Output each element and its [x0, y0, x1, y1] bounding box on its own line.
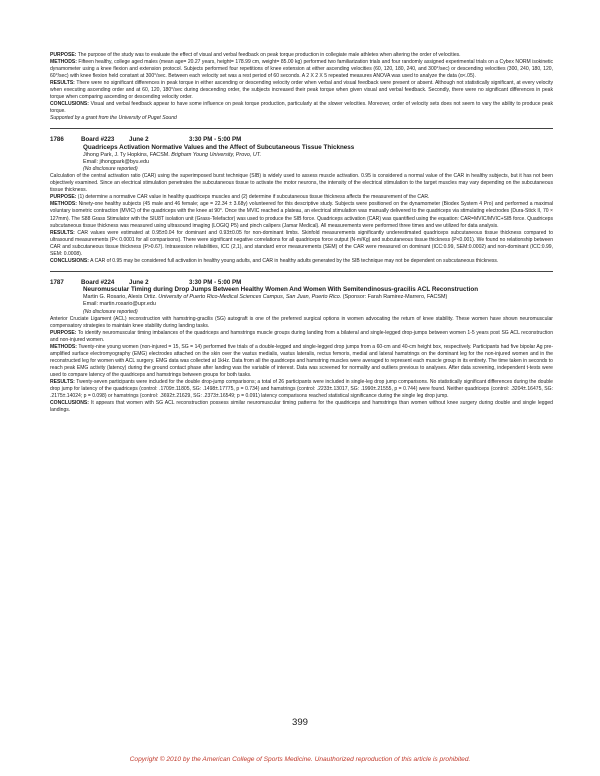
abstract-title: Neuromuscular Timing during Drop Jumps Between Healthy Women And Women With Semitendinosus-gracilis ACL Reconstruction — [83, 286, 479, 294]
purpose-paragraph — [50, 194, 553, 201]
abstract-1787 — [50, 279, 553, 414]
affiliation: Brigham Young University, Provo, UT. — [171, 151, 262, 158]
methods-label: METHODS: — [50, 201, 77, 208]
methods-paragraph — [50, 59, 553, 80]
methods-text: Fifteen healthy, college aged males (mean age= 20.27 years, height= 178.99 cm, weight= 85.00 kg) performed two familiarization trials and four randomly assigned experimental trials on a Cybex NORM isokinetic dynamometer using a knee flexion and extension protocol. Subjects performed four repetitions of knee extension at either ascending velocities (60, 120, 180, 240, and 300°/sec) or descending velocities (300, 240, 180, 120, 60°/sec) with knee flexion held constant at 300°/sec. Between each velocity set was a rest period of 60 seconds. A 2 X 2 X 5 repeated measures ANOVA was used to analyze the data (α<.05). — [50, 59, 553, 80]
results-text: CAR values were estimated at 0.95±0.04 for dominant and 0.93±0.05 for non-dominant limbs. Skinfold measurements significantly underestimated quadriceps subcutaneous tissue thickness compared to ultrasound measurements (P< 0.0001 for all comparisons). There were significant negative correlations for all quadriceps force output (N·m/Kg) and subcutaneous tissue thickness (P<0.001). We found no relationship between CAR and subcutaneous tissue thickness (P>0.67). Intrasession reliabilities, ICC (2,1), and standard error measurements (SEM) of the CAR were measured on dominant (ICC:0.99, SEM:0.0002) and non-dominant (ICC:0.99, SEM: 0.0008). — [50, 229, 554, 257]
methods-label: METHODS: — [50, 59, 77, 66]
conclusions-text: It appears that women with SG ACL reconstruction possess similar neuromuscular timing patterns for the quadriceps and hamstrings than women without knee surgery during double and single legged landings. — [50, 400, 553, 414]
results-label: RESULTS: — [50, 80, 75, 87]
purpose-label: PURPOSE: — [50, 329, 77, 336]
conclusions-paragraph — [50, 101, 553, 115]
conclusions-paragraph — [50, 258, 553, 265]
conclusions-text: Visual and verbal feedback appear to have some influence on peak torque production, particularly at the slower velocities. Moreover, order of velocity sets does not seem to vary the ability to produce peak torque. — [50, 101, 554, 115]
disclosure: (No disclosure reported) — [83, 166, 138, 173]
affiliation: University of Puerto Rico-Medical Sciences Campus, San Juan, Puerto Rico. — [158, 294, 342, 301]
session-date: June 2 — [129, 136, 149, 144]
purpose-label: PURPOSE: — [50, 52, 77, 58]
methods-label: METHODS: — [50, 343, 77, 350]
conclusions-label: CONCLUSIONS: — [50, 400, 89, 407]
divider — [50, 271, 553, 272]
results-label: RESULTS: — [50, 379, 75, 386]
conclusions-label: CONCLUSIONS: — [50, 257, 89, 264]
abstract-page — [50, 52, 553, 414]
copyright-notice: Copyright © 2010 by the American College of Sports Medicine. Unauthorized reproduction of this article is prohibited. — [129, 756, 471, 763]
abstract-number: 1786 — [50, 136, 64, 144]
results-text: There were no significant differences in peak torque in either ascending or descending velocity order when verbal and visual feedback were present or absent. Although not statistically significant, at every velocity when executing ascending order and at 60, 120, 180°/sec during descending order, the subjects increased their peak torque when given visual and verbal feedback. Secondly, there were no significant differences in peak torque when comparing ascending or descending velocity order. — [50, 80, 554, 101]
abstract-byline — [83, 144, 553, 173]
purpose-paragraph — [50, 330, 553, 344]
preceding-abstract — [50, 52, 553, 122]
authors — [83, 294, 553, 301]
email: Email: jihongpark@byu.edu — [83, 158, 150, 165]
abstract-header — [50, 136, 553, 144]
methods-text: Twenty-nine young women (non-injured = 15, SG = 14) performed five trials of a double-legged and single-legged drop jumps from a 60-cm and 40-cm height box, respectively. Participants had five bipolar Ag pre-amplified surface electromyography (EMG) electrodes attached on the skin over the vastus medialis, vastus lateralis, rectus femoris, medial and lateral hamstrings on the dominant leg for the non-injured women and in the reconstructed leg for women with ACL surgery. EMG data was collected at 1kHz. Data from all the quadriceps and hamstring muscles were averaged to represent each muscle group in its entirety. The time taken in seconds to reach peak EMG activity (latency) during the ground contact phase after landing was the variable of interest. Data was screened for normality and outliers previous to analyses. After data screening, independent t-tests were used to compare latency of the quadriceps and hamstrings between groups for both tasks. — [50, 343, 554, 379]
purpose-paragraph — [50, 52, 553, 59]
abstract-title: Quadriceps Activation Normative Values and the Affect of Subcutaneous Tissue Thickness — [83, 144, 355, 152]
divider — [50, 128, 553, 129]
results-paragraph — [50, 379, 553, 400]
purpose-text: To identify neuromuscular timing imbalances of the quadriceps and hamstrings muscle groups during landing from a bilateral and single-legged drop-jumps between women 1-5 years post SG ACL reconstruction and non-injured women. — [50, 329, 554, 343]
conclusions-paragraph — [50, 400, 553, 414]
board-number: Board #223 — [81, 136, 115, 144]
disclosure: (No disclosure reported) — [83, 308, 138, 315]
conclusions-label: CONCLUSIONS: — [50, 101, 89, 108]
abstract-header — [50, 279, 553, 287]
purpose-label: PURPOSE: — [50, 194, 77, 201]
conclusions-text: A CAR of 0.95 may be considered full activation in healthy young adults, and CAR in healthy adults generated by the SIB technique may not be dependent on subcutaneous thickness. — [90, 257, 499, 264]
support-note: Supported by a grant from the University of Puget Sound — [50, 115, 177, 122]
abstract-1786 — [50, 136, 553, 264]
abstract-number: 1787 — [50, 278, 64, 286]
results-text: Twenty-seven participants were included for the double drop-jump comparisons; a total of 26 participants were included in single-leg drop jump comparisons. No statistically significant differences during the double drop jump for latency of the quadriceps (control: .1709±.11805, SG: .1498±.17775, p = 0.734) and hamstrings (control: .2233±.13017, SG: .1990±.21555, p = 0.744) were found. Neither quadriceps (control: .3204±.16475, SG: .2175±.14024; p = 0.098) or hamstrings (control: .3692±.21629, SG: .2373±.16549; p = 0.091) latency comparisons reached statistical significance during the single leg drop jump. — [50, 379, 553, 400]
author-names: Martin G. Rosario, Alexis Ortiz. — [83, 294, 157, 301]
intro-paragraph: Calculation of the central activation ratio (CAR) using the superimposed burst technique (SIB) is widely used to assess muscle activation. 0.95 is considered a normal value of the CAR in healthy subjects, but it has not been objectively examined. Since an electrical stimulation penetrates the subcutaneous tissue to activate the motor neurons, the intensity of the electrical stimulation to the target muscles may vary depending on the subcutaneous tissue thickness. — [50, 173, 553, 194]
authors — [83, 152, 553, 159]
purpose-text: The purpose of the study was to evaluate the effect of visual and verbal feedback on peak torque production in collegiate male athletes when altering the order of velocities. — [77, 52, 461, 58]
intro-paragraph: Anterior Cruciate Ligament (ACL) reconstruction with hamstring-gracilis (SG) autograft is one of the preferred surgical options in women advocating the return of knee stability. These women have shown neuromuscular compensatory strategies to maintain knee stability during landing tasks. — [50, 315, 553, 329]
page-number: 399 — [291, 717, 308, 728]
abstract-byline — [83, 286, 553, 315]
purpose-text: (1) determine a normative CAR value in healthy quadriceps muscles and (2) determine if subcutaneous tissue thickness affects the measurement of the CAR. — [77, 194, 430, 201]
email: Email: martin.rosario@upr.edu — [83, 301, 156, 308]
methods-text: Ninety-one healthy subjects (45 male and 46 female; age = 22.34 ± 3.68y) volunteered for this descriptive study. Subjects were positioned on the dynamometer (Biodex System 4 Pro) and performed a maximal voluntary isometric contraction (MVIC) of the quadriceps with the knee at 90°. Once the MVIC reached a plateau, an electrical stimulation was manually delivered to the quadriceps via stimulating electrodes (Dura-Stick II, 70 × 127mm). The S88 Grass Stimulator with the SIU8T isolation unit (Grass-Telefactor) was used to produce the SIB force. Quadriceps activation (CAR) was quantified using the equation: CAR=MVIC/MVIC+SIB force. Quadriceps subcutaneous tissue thickness was measured using ultrasound imaging (LOGIQ P5) and pinch calipers (Jamar Medical). All measurements were performed three times and we utilized for data analysis. — [50, 201, 553, 229]
author-names: Jihong Park, J. Ty Hopkins, FACSM. — [83, 151, 170, 158]
board-number: Board #224 — [81, 278, 115, 286]
session-date: June 2 — [129, 278, 149, 286]
session-time: 3:30 PM - 5:00 PM — [189, 136, 242, 144]
methods-paragraph — [50, 201, 553, 229]
results-label: RESULTS: — [50, 229, 75, 236]
session-time: 3:30 PM - 5:00 PM — [189, 278, 242, 286]
results-paragraph — [50, 230, 553, 258]
results-paragraph — [50, 80, 553, 101]
methods-paragraph — [50, 344, 553, 379]
sponsor: (Sponsor: Farah Ramirez-Marrero, FACSM) — [342, 294, 448, 301]
